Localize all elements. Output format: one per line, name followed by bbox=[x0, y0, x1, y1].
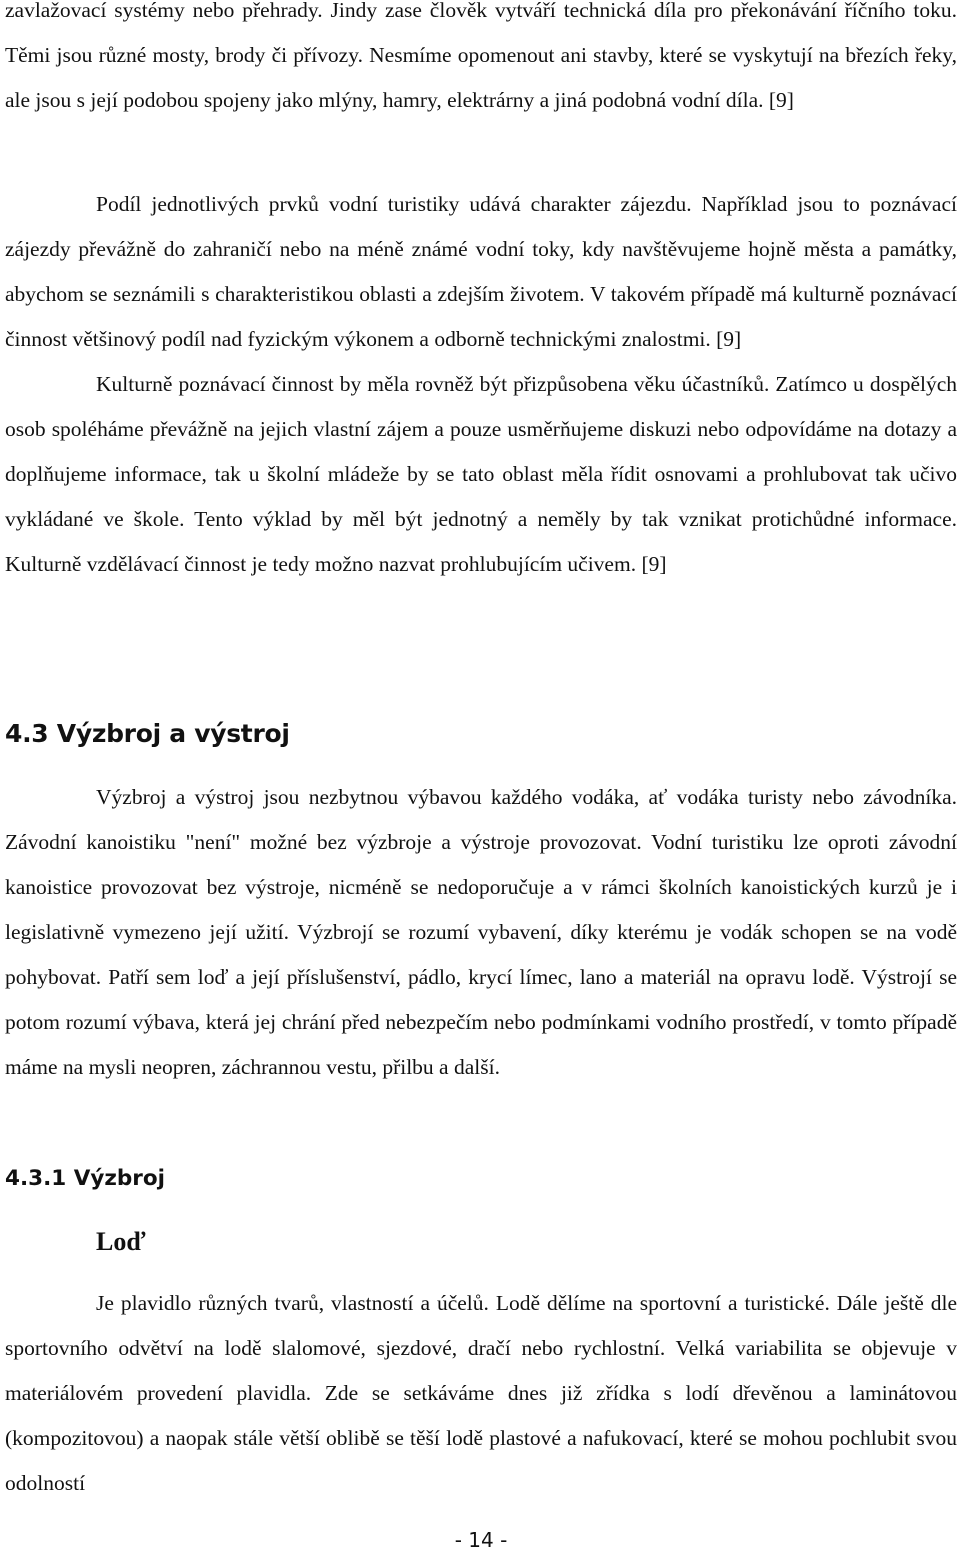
continuation-paragraph: zavlažovací systémy nebo přehrady. Jindy zase člověk vytváří technická díla pro překonávání říčního toku. Těmi jsou různé mosty, brody či přívozy. Nesmíme opomenout ani stavby, které se vyskytují na březích řeky, ale jsou s její podobou spojeny jako mlýny, hamry, elektrárny a jiná podobná vodní díla. [9] bbox=[5, 0, 957, 112]
body-paragraph: Kulturně poznávací činnost by měla rovněž být přizpůsobena věku účastníků. Zatímco u dospělých osob spoléháme převážně na jejich vlastní zájem a pouze usměrňujeme diskuzi nebo odpovídáme na dotazy a doplňujeme informace, tak u školní mládeže by se tato oblast měla řídit osnovami a prohlubovat tak učivo vykládané ve škole. Tento výklad by měl být jednotný a neměly by tak vznikat protichůdné informace. Kulturně vzdělávací činnost je tedy možno nazvat prohlubujícím učivem. [9] bbox=[5, 372, 957, 576]
body-block-3 bbox=[5, 1281, 957, 1506]
subsubsection-heading: Loď bbox=[96, 1227, 146, 1256]
body-paragraph: Podíl jednotlivých prvků vodní turistiky udává charakter zájezdu. Například jsou to poznávací zájezdy převážně do zahraničí nebo na méně známé vodní toky, kdy navštěvujeme hojně města a památky, abychom se seznámili s charakteristikou oblasti a zdejším životem. V takovém případě má kulturně poznávací činnost většinový podíl nad fyzickým výkonem a odborně technickými znalostmi. [9] bbox=[5, 192, 957, 351]
body-block-2 bbox=[5, 775, 957, 1090]
section-paragraph: Výzbroj a výstroj jsou nezbytnou výbavou každého vodáka, ať vodáka turisty nebo závodníka. Závodní kanoistiku "není" možné bez výzbroje a výstroje provozovat. Vodní turistiku lze oproti závodní kanoistice provozovat bez výstroje, nicméně se nedoporučuje a v rámci školních kanoistických kurzů je i legislativně vymezeno její užití. Výzbrojí se rozumí vybavení, díky kterému je vodák schopen se na vodě pohybovat. Patří sem loď a její příslušenství, pádlo, krycí límec, lano a materiál na opravu lodě. Výstrojí se potom rozumí výbava, která jej chrání před nebezpečím nebo podmínkami vodního prostředí, v tomto případě máme na mysli neopren, záchrannou vestu, přilbu a další. bbox=[5, 785, 957, 1079]
subsubsection-paragraph: Je plavidlo různých tvarů, vlastností a účelů. Lodě dělíme na sportovní a turistické. Dále ještě dle sportovního odvětví na lodě slalomové, sjezdové, dračí nebo rychlostní. Velká variabilita se objevuje v materiálovém provedení plavidla. Zde se setkáváme dnes již zřídka s lodí dřevěnou a laminátovou (kompozitovou) a naopak stále větší oblibě se těší lodě plastové a nafukovací, které se mohou pochlubit svou odolností bbox=[5, 1291, 957, 1495]
page-number: - 14 - bbox=[454, 1528, 508, 1552]
subsection-heading: 4.3.1 Výzbroj bbox=[5, 1166, 166, 1191]
body-block-1 bbox=[5, 182, 957, 587]
continuation-block bbox=[5, 0, 957, 123]
section-heading: 4.3 Výzbroj a výstroj bbox=[5, 719, 290, 748]
